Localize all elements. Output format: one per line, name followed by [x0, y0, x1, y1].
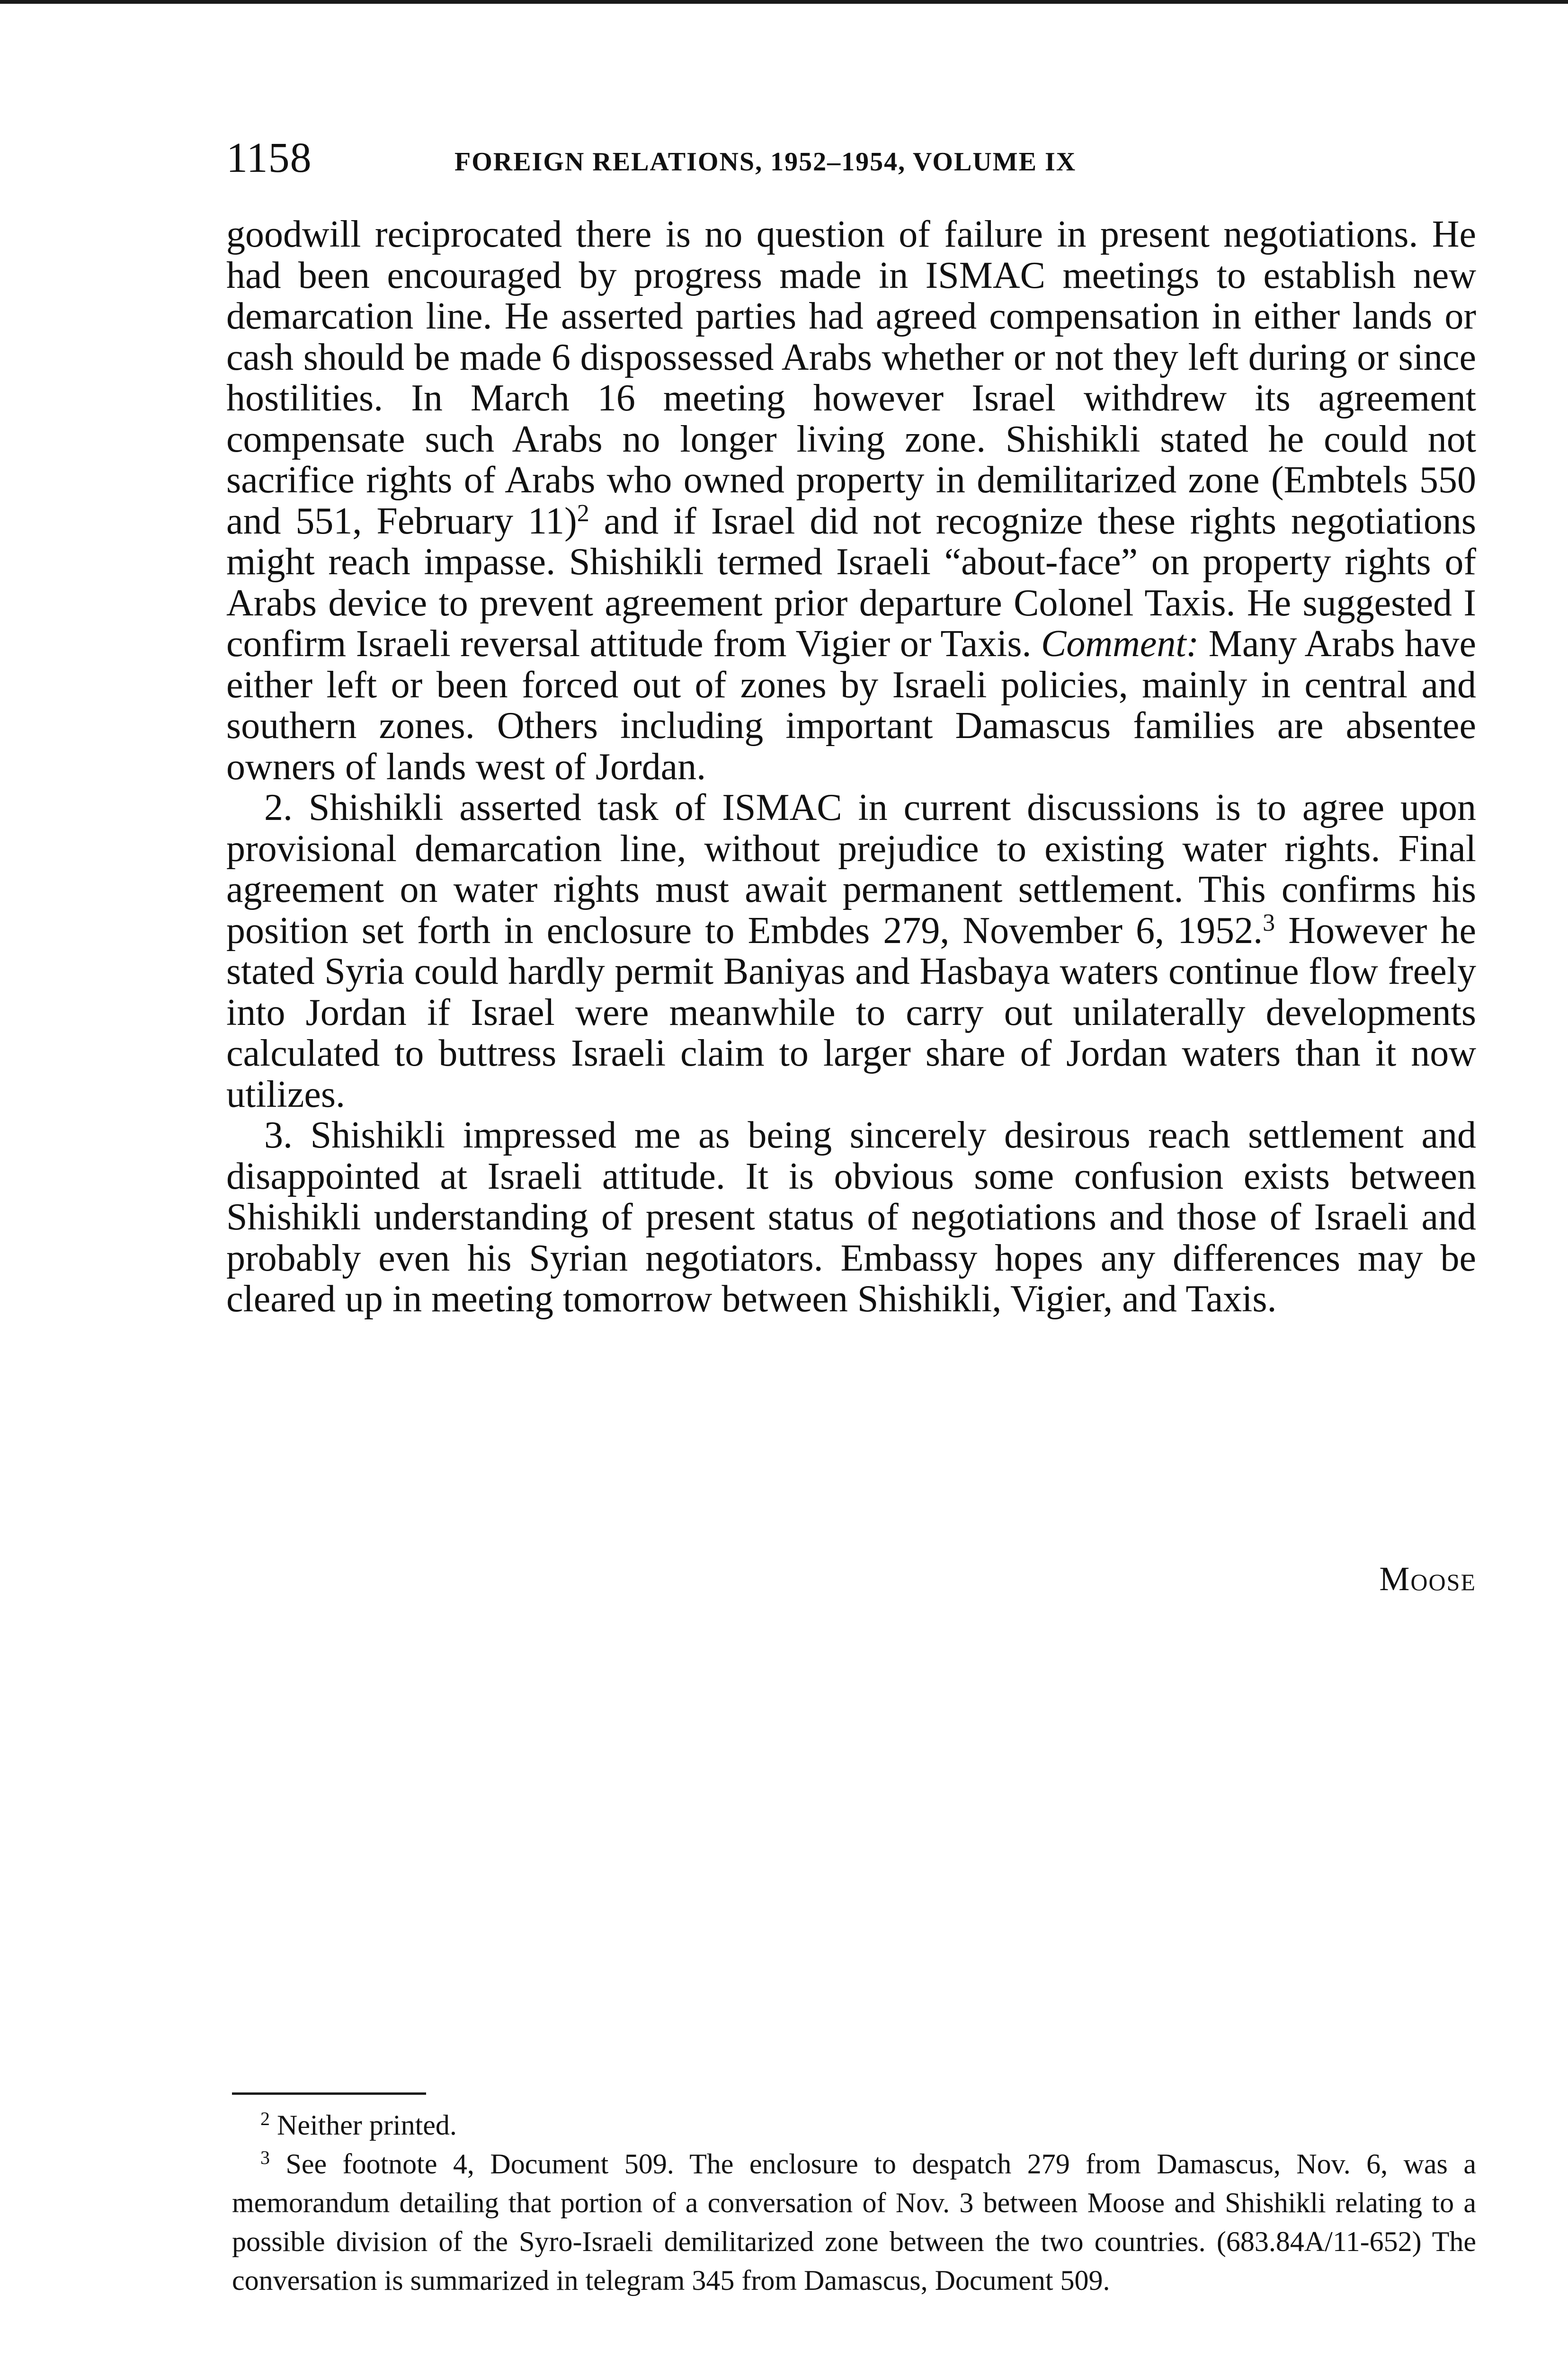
paragraph-2-text-a: 2. Shishikli asserted task of ISMAC in current discussions is to agree upon provisional demarcation line, without prejudice to existing water rights. Final agreement on water rights must await permanent settlement. This confirms his position set forth in enclosure to Embdes 279, November 6, 1952. — [226, 787, 1476, 952]
footnote-2-text: Neither printed. — [277, 2109, 457, 2141]
running-head: FOREIGN RELATIONS, 1952–1954, VOLUME IX — [454, 147, 1077, 177]
footnote-ref-3: 3 — [1263, 909, 1275, 936]
paragraph-2-text-b: However he stated Syria could hardly permit Baniyas and Hasbaya waters continue flow freely into Jordan if Israel were meanwhile to carry out unilaterally developments calculated to buttress Israeli claim to larger share of Jordan waters than it now utilizes. — [226, 909, 1476, 1115]
paragraph-3: 3. Shishikli impressed me as being sincerely desirous reach settlement and disappointed at Israeli attitude. It is obvious some confusion exists between Shishikli understanding of present status of negotiations and those of Israeli and probably even his Syrian negotiators. Embassy hopes any differences may be cleared up in meeting tomorrow between Shishikli, Vigier, and Taxis. — [226, 1114, 1476, 1320]
footnote-2 — [232, 2106, 1476, 2145]
footnote-3-text: See footnote 4, Document 509. The enclosure to despatch 279 from Damascus, Nov. 6, was a memorandum detailing that portion of a conversation of Nov. 3 between Moose and Shishikli relating to a possible division of the Syro-Israeli demilitarized zone between the two countries. (683.84A/11-652) The conversation is summarized in telegram 345 from Damascus, Document 509. — [232, 2148, 1476, 2296]
paragraph-1 — [226, 214, 1476, 787]
paragraph-1-text-a: goodwill reciprocated there is no question of failure in present negotiations. He had been encouraged by progress made in ISMAC meetings to establish new demarcation line. He asserted parties had agreed compensation in either lands or cash should be made 6 dispossessed Arabs whether or not they left during or since hostilities. In March 16 meeting however Israel withdrew its agreement compensate such Arabs no longer living zone. Shishikli stated he could not sacrifice rights of Arabs who owned property in demilitarized zone (Embtels 550 and 551, February 11) — [226, 214, 1476, 542]
paragraph-1-text-c: Many Arabs have either left or been forced out of zones by Israeli policies, mainly in central and southern zones. Others including important Damascus families are absentee owners of lands west of Jordan. — [226, 623, 1477, 788]
footnote-2-marker: 2 — [260, 2108, 270, 2129]
page-header — [226, 134, 1476, 187]
paragraph-2 — [226, 787, 1476, 1115]
footnote-separator — [232, 2092, 426, 2095]
footnote-3 — [232, 2145, 1476, 2300]
paragraph-1-text-b: and if Israel did not recognize these rights negotiations might reach impasse. Shishikli termed Israeli “about-face” on property rights of Arabs device to prevent agreement prior departure Colonel Taxis. He suggested I confirm Israeli reversal attitude from Vigier or Taxis. — [226, 500, 1476, 665]
document-body — [226, 214, 1476, 1320]
footnotes — [232, 2106, 1476, 2300]
signature: Moose — [1379, 1560, 1476, 1598]
top-border-rule — [0, 0, 1568, 4]
footnote-3-marker: 3 — [260, 2147, 270, 2168]
page-number: 1158 — [226, 134, 312, 181]
footnote-ref-2: 2 — [577, 499, 589, 527]
comment-label: Comment: — [1041, 623, 1199, 665]
